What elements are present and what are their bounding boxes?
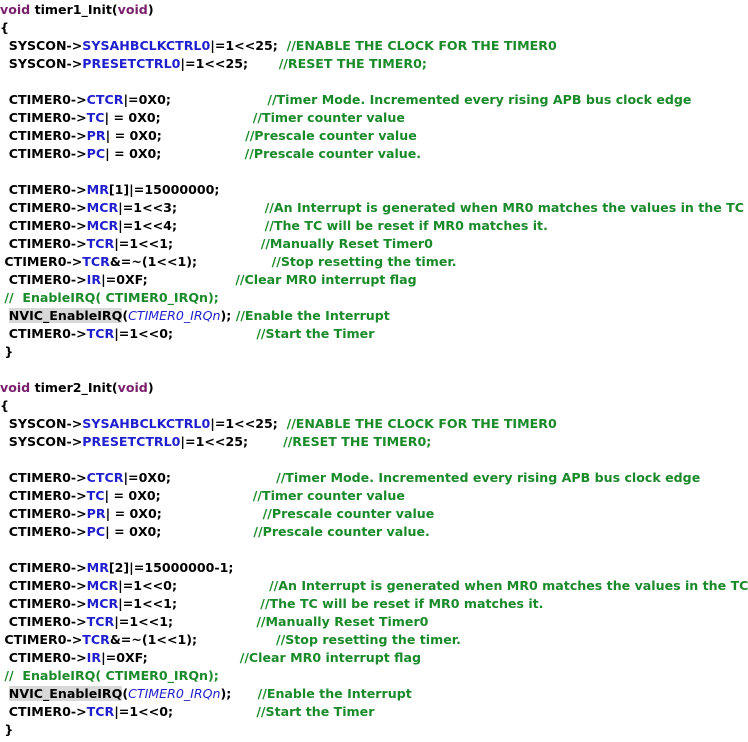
code-comment: //Stop resetting the timer. xyxy=(276,632,461,647)
code-identifier: CTIMER0_IRQn xyxy=(128,686,221,701)
code-comment: // EnableIRQ( CTIMER0_IRQn); xyxy=(0,668,219,683)
code-token: ) xyxy=(147,2,154,17)
code-token: { xyxy=(0,398,9,413)
code-token: ); xyxy=(220,686,258,701)
code-register: SYSAHBCLKCTRL0 xyxy=(82,38,211,53)
code-register: PC xyxy=(86,146,106,161)
code-token: | = 0X0; xyxy=(105,506,263,521)
code-token: CTIMER0-> xyxy=(0,650,87,665)
code-token xyxy=(0,308,9,323)
code-token: ); xyxy=(220,308,236,323)
code-token: } xyxy=(0,722,14,737)
code-token: SYSCON-> xyxy=(0,416,83,431)
code-token: | = 0X0; xyxy=(105,524,254,539)
code-token: ( xyxy=(122,686,129,701)
code-register: TCR xyxy=(86,614,115,629)
code-token: |=1<<25; xyxy=(210,416,287,431)
code-line xyxy=(0,37,557,55)
code-register: MCR xyxy=(86,596,119,611)
code-token: CTIMER0-> xyxy=(0,596,87,611)
code-token: [2]|=15000000-1; xyxy=(108,560,234,575)
code-token: [1]|=15000000; xyxy=(108,182,220,197)
code-register: TCR xyxy=(86,704,115,719)
code-comment: //The TC will be reset if MR0 matches it. xyxy=(264,218,548,233)
code-line xyxy=(0,397,9,415)
code-token: |=0X0; xyxy=(123,92,268,107)
code-comment: //Timer Mode. Incremented every rising APB bus clock edge xyxy=(276,470,701,485)
code-line xyxy=(0,199,744,217)
code-token: ( xyxy=(111,380,118,395)
code-line xyxy=(0,667,219,685)
code-token: SYSCON-> xyxy=(0,434,83,449)
code-keyword: void xyxy=(117,2,148,17)
code-token: |=0XF; xyxy=(101,272,236,287)
code-line xyxy=(0,19,9,37)
code-register: TCR xyxy=(86,236,115,251)
code-line xyxy=(0,487,405,505)
code-token: |=1<<0; xyxy=(114,326,257,341)
code-comment: //Timer counter value xyxy=(252,488,405,503)
code-token: } xyxy=(0,344,14,359)
code-line xyxy=(0,379,154,397)
code-token: |=1<<1; xyxy=(114,236,261,251)
code-register: PC xyxy=(86,524,106,539)
code-token: ( xyxy=(122,308,129,323)
code-register: MR xyxy=(86,560,109,575)
code-comment: //RESET THE TIMER0; xyxy=(278,56,427,71)
code-token: CTIMER0-> xyxy=(0,200,87,215)
code-token: |=1<<0; xyxy=(118,578,270,593)
code-line xyxy=(0,253,457,271)
code-token: SYSCON-> xyxy=(0,56,83,71)
code-comment: //ENABLE THE CLOCK FOR THE TIMER0 xyxy=(286,38,557,53)
code-line xyxy=(0,145,421,163)
code-token: | = 0X0; xyxy=(104,110,253,125)
code-line xyxy=(0,415,557,433)
code-token: | = 0X0; xyxy=(105,146,245,161)
code-token: &=~(1<<1); xyxy=(109,254,272,269)
code-register: TCR xyxy=(86,326,115,341)
code-line xyxy=(0,631,461,649)
code-token: { xyxy=(0,20,9,35)
code-comment: //Clear MR0 interrupt flag xyxy=(239,650,421,665)
code-line xyxy=(0,109,405,127)
code-token: CTIMER0-> xyxy=(0,92,87,107)
code-token: CTIMER0-> xyxy=(0,146,87,161)
code-token: CTIMER0-> xyxy=(0,326,87,341)
code-comment: //Manually Reset Timer0 xyxy=(256,614,429,629)
code-comment: //Prescale counter value xyxy=(262,506,435,521)
code-line xyxy=(0,469,700,487)
code-token: | = 0X0; xyxy=(104,488,253,503)
code-keyword: void xyxy=(0,2,35,17)
code-token: &=~(1<<1); xyxy=(109,632,276,647)
code-comment: //ENABLE THE CLOCK FOR THE TIMER0 xyxy=(286,416,557,431)
code-token: CTIMER0-> xyxy=(0,182,87,197)
code-token: |=1<<0; xyxy=(114,704,257,719)
code-token: CTIMER0-> xyxy=(0,560,87,575)
code-token: CTIMER0-> xyxy=(0,254,83,269)
code-token: |=1<<1; xyxy=(118,596,261,611)
code-token: CTIMER0-> xyxy=(0,506,87,521)
code-token: CTIMER0-> xyxy=(0,128,87,143)
code-token: ) xyxy=(147,380,154,395)
code-token: CTIMER0-> xyxy=(0,632,83,647)
code-keyword: void xyxy=(117,380,148,395)
code-token: |=0XF; xyxy=(101,650,240,665)
code-comment: //Enable the Interrupt xyxy=(235,308,390,323)
code-comment: //Prescale counter value. xyxy=(244,146,422,161)
code-register: IR xyxy=(86,650,102,665)
code-token: |=1<<3; xyxy=(118,200,265,215)
code-line xyxy=(0,271,417,289)
code-line xyxy=(0,721,13,739)
code-register: TC xyxy=(86,110,105,125)
code-line xyxy=(0,577,748,595)
code-token: CTIMER0-> xyxy=(0,272,87,287)
code-token: CTIMER0-> xyxy=(0,488,87,503)
code-comment: //Timer Mode. Incremented every rising APB bus clock edge xyxy=(267,92,692,107)
code-register: CTCR xyxy=(86,92,124,107)
code-comment: //An Interrupt is generated when MR0 matches the values in the TC xyxy=(269,578,748,593)
code-line xyxy=(0,91,691,109)
code-comment: //Start the Timer xyxy=(256,326,375,341)
code-token: CTIMER0-> xyxy=(0,470,87,485)
code-register: IR xyxy=(86,272,102,287)
code-line xyxy=(0,325,374,343)
code-token: timer2_Init xyxy=(34,380,112,395)
code-register: MCR xyxy=(86,200,119,215)
code-register: SYSAHBCLKCTRL0 xyxy=(82,416,211,431)
code-token: CTIMER0-> xyxy=(0,704,87,719)
code-line xyxy=(0,343,13,361)
code-line xyxy=(0,685,412,703)
code-line xyxy=(0,433,431,451)
code-register: PRESETCTRL0 xyxy=(82,434,181,449)
code-line xyxy=(0,289,219,307)
code-token: CTIMER0-> xyxy=(0,236,87,251)
code-comment: //Enable the Interrupt xyxy=(257,686,412,701)
code-line xyxy=(0,703,374,721)
code-token: | = 0X0; xyxy=(105,128,246,143)
code-highlighted-token: NVIC_EnableIRQ xyxy=(8,308,123,323)
code-register: PR xyxy=(86,128,106,143)
code-token: CTIMER0-> xyxy=(0,578,87,593)
code-token: ( xyxy=(111,2,118,17)
code-line xyxy=(0,595,543,613)
code-token: CTIMER0-> xyxy=(0,110,87,125)
code-line xyxy=(0,55,427,73)
code-token: timer1_Init xyxy=(34,2,112,17)
code-keyword: void xyxy=(0,380,35,395)
code-comment: //Clear MR0 interrupt flag xyxy=(235,272,417,287)
code-line xyxy=(0,523,430,541)
code-comment: //Start the Timer xyxy=(256,704,375,719)
code-register: MCR xyxy=(86,218,119,233)
code-token: CTIMER0-> xyxy=(0,218,87,233)
code-register: TC xyxy=(86,488,105,503)
code-line xyxy=(0,217,548,235)
code-register: MR xyxy=(86,182,109,197)
code-line xyxy=(0,181,219,199)
code-comment: //The TC will be reset if MR0 matches it. xyxy=(260,596,544,611)
code-token: CTIMER0-> xyxy=(0,524,87,539)
code-line xyxy=(0,649,421,667)
code-line xyxy=(0,559,233,577)
code-token: |=1<<25; xyxy=(180,56,279,71)
code-register: CTCR xyxy=(86,470,124,485)
code-line xyxy=(0,613,428,631)
code-comment: //An Interrupt is generated when MR0 matches the values in the TC xyxy=(264,200,745,215)
code-comment: //Stop resetting the timer. xyxy=(271,254,457,269)
code-token: CTIMER0-> xyxy=(0,614,87,629)
code-token: |=1<<25; xyxy=(210,38,287,53)
code-register: PR xyxy=(86,506,106,521)
code-token: |=0X0; xyxy=(123,470,277,485)
code-line xyxy=(0,505,434,523)
code-token xyxy=(0,686,9,701)
code-line xyxy=(0,307,390,325)
code-line xyxy=(0,127,417,145)
code-register: PRESETCTRL0 xyxy=(82,56,181,71)
code-register: MCR xyxy=(86,578,119,593)
code-comment: // EnableIRQ( CTIMER0_IRQn); xyxy=(0,290,219,305)
code-token: |=1<<25; xyxy=(180,434,284,449)
code-comment: //RESET THE TIMER0; xyxy=(283,434,432,449)
code-token: |=1<<4; xyxy=(118,218,265,233)
code-token: |=1<<1; xyxy=(114,614,257,629)
code-line xyxy=(0,235,433,253)
code-comment: //Prescale counter value xyxy=(245,128,417,143)
code-highlighted-token: NVIC_EnableIRQ xyxy=(8,686,123,701)
code-line xyxy=(0,1,154,19)
code-register: TCR xyxy=(82,254,110,269)
code-comment: //Prescale counter value. xyxy=(253,524,430,539)
code-comment: //Timer counter value xyxy=(252,110,405,125)
code-comment: //Manually Reset Timer0 xyxy=(260,236,433,251)
code-token: SYSCON-> xyxy=(0,38,83,53)
code-register: TCR xyxy=(82,632,110,647)
code-identifier: CTIMER0_IRQn xyxy=(128,308,221,323)
